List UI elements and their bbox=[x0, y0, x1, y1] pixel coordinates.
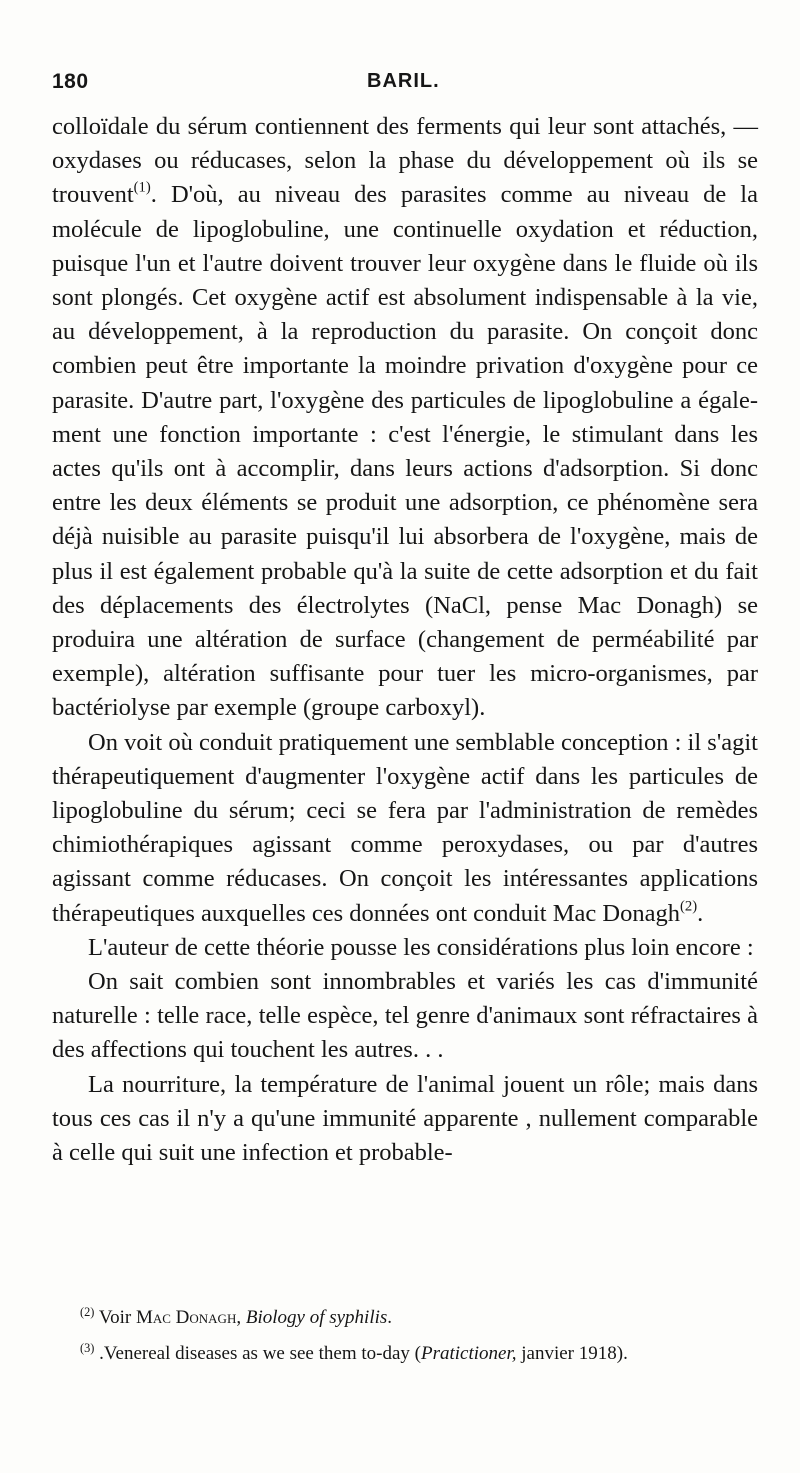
footnote-title: Pratictioner, bbox=[420, 1342, 517, 1364]
paragraph-3: L'auteur de cette théorie pousse les considérations plus loin encore : bbox=[88, 933, 754, 961]
footnote-mark: (3) bbox=[80, 1340, 95, 1355]
page-number: 180 bbox=[52, 70, 89, 93]
footnote-3: $^{(3)}$ .Venereal diseases as we see them to-day (Pratictioner, janvier 1918). bbox=[80, 1340, 628, 1364]
running-head: BARIL. bbox=[367, 70, 440, 92]
paragraph-5: La nourriture, la température de l'animal jouent un rôle; mais dans tous ces cas il n'y a qu'une immunité apparente , nullement comparable à celle qui suit une infection et probable- bbox=[52, 1070, 758, 1167]
footnote-author: Mac Donagh bbox=[135, 1306, 237, 1328]
body-text bbox=[52, 110, 758, 1170]
paragraph-4: On sait combien sont innombrables et variés les cas d'immunité naturelle : telle race, telle espèce, tel genre d'animaux sont réfractaires à des affections qui touchent les autres. . . bbox=[52, 968, 758, 1064]
footnote-2: $^{(2)}$ Voir Mac Donagh, Biology of syphilis. bbox=[80, 1305, 393, 1328]
paragraph-2: On voit où conduit pratiquement une semblable conception : il s'agit thérapeutiquement d'augmenter l'oxygène actif dans les particules de lipoglobuline du sérum; ceci se fera par l'administration de remèdes chimiothérapiques agissant comme peroxydases, ou par d'autres agissant comme réducases. On conçoit les intéressantes applications thérapeutiques auxquelles ces données ont conduit Mac Donagh$^{(2)}$. bbox=[52, 728, 758, 927]
footnote-title: Biology of syphilis bbox=[245, 1306, 388, 1328]
paragraph-1: colloïdale du sérum contiennent des ferments qui leur sont attachés, — oxydases ou réducases, selon la phase du développement où ils se trouvent$^{(1)}$. D'où, au niveau des parasites comme au niveau de la molécule de lipoglobuline, une continuelle oxydation et réduction, puisque l'un et l'autre doivent trouver leur oxygène dans le fluide où ils sont plongés. Cet oxygène actif est absolument indispensable à la vie, au développement, à la reproduction du parasite. On conçoit donc combien peut être importante la moindre privation d'oxygène pour ce parasite. D'autre part, l'oxygène des particules de lipoglobuline a également une fonction importante : c'est l'énergie, le stimulant dans les actes qu'ils ont à accomplir, dans leurs actions d'adsorption. Si donc entre les deux éléments se produit une adsorption, ce phénomène sera déjà nuisible au parasite puisqu'il lui absorbera de l'oxygène, mais de plus il est également probable qu'à la suite de cette adsorption et du fait des déplacements des électrolytes (NaCl, pense Mac Donagh) se produira une altération de surface (changement de perméabilité par exemple), altération suffisante pour tuer les micro-organismes, par bactériolyse par exemple (groupe carboxyl). bbox=[52, 113, 758, 722]
page-header bbox=[52, 70, 758, 106]
footnote-mark: (2) bbox=[80, 1305, 95, 1319]
footnotes bbox=[80, 1297, 780, 1369]
footnote-ref: (1) bbox=[133, 180, 151, 197]
footnote-ref: (2) bbox=[679, 898, 698, 915]
